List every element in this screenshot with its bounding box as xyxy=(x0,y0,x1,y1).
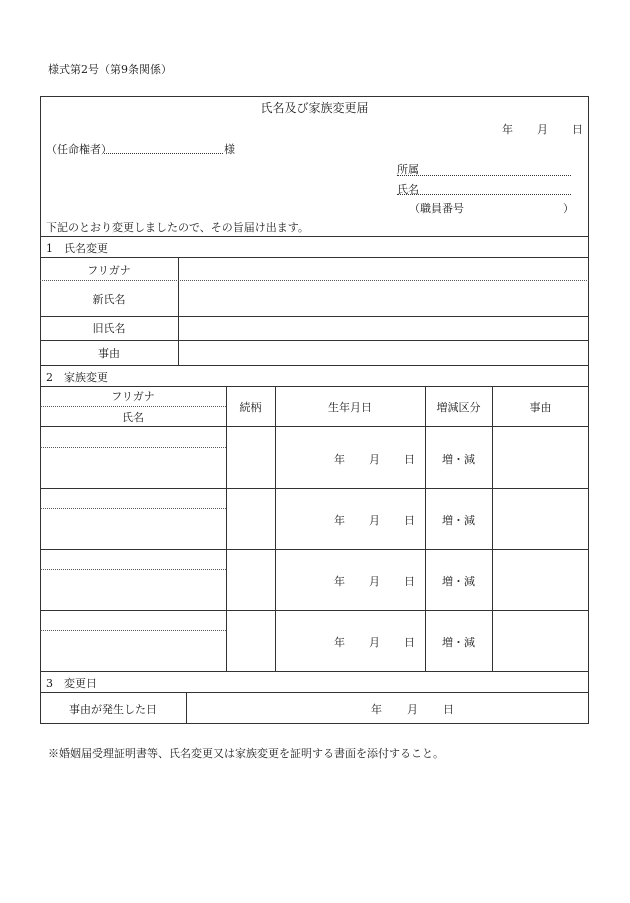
s2-col-divider xyxy=(275,386,276,671)
dotted-divider xyxy=(40,406,226,407)
occurrence-year: 年 xyxy=(371,703,382,716)
divider xyxy=(40,549,589,550)
occurrence-day: 日 xyxy=(443,703,454,716)
s2-col-relationship: 続柄 xyxy=(239,401,262,414)
table-row-year: 年 xyxy=(334,453,345,466)
section2-heading: 2 家族変更 xyxy=(46,371,108,384)
s2-col-change-type: 増減区分 xyxy=(436,401,481,414)
divider xyxy=(40,692,589,693)
occurrence-date-label: 事由が発生した日 xyxy=(69,703,157,716)
table-row-change[interactable]: 増・減 xyxy=(442,453,475,466)
table-row-day: 日 xyxy=(404,514,415,527)
table-row-year: 年 xyxy=(334,514,345,527)
divider xyxy=(40,610,589,611)
table-row-month: 月 xyxy=(369,453,380,466)
s1-new-name-field[interactable] xyxy=(179,281,588,316)
table-row-month: 月 xyxy=(369,575,380,588)
table-row-day: 日 xyxy=(404,575,415,588)
statement: 下記のとおり変更しましたので、その旨届け出ます。 xyxy=(46,221,309,234)
s1-old-name-field[interactable] xyxy=(179,317,588,340)
dotted-divider xyxy=(40,508,226,509)
s1-new-name-label: 新氏名 xyxy=(92,293,126,306)
applicant-name-field[interactable] xyxy=(397,194,571,195)
table-row-year: 年 xyxy=(334,636,345,649)
section3-column-divider xyxy=(186,692,187,724)
s2-col-divider xyxy=(492,386,493,671)
s2-col-furigana: フリガナ xyxy=(111,390,155,403)
footnote: ※婚姻届受理証明書等、氏名変更又は家族変更を証明する書面を添付すること。 xyxy=(48,747,444,760)
s1-reason-label: 事由 xyxy=(98,347,120,360)
s1-furigana-label: フリガナ xyxy=(87,264,131,277)
dotted-divider xyxy=(40,447,226,448)
table-row-month: 月 xyxy=(369,636,380,649)
divider xyxy=(40,488,589,489)
divider xyxy=(40,426,589,427)
honorific: 様 xyxy=(224,143,235,156)
divider xyxy=(40,365,589,366)
s2-col-divider xyxy=(226,386,227,671)
table-row-year: 年 xyxy=(334,575,345,588)
header-date-year: 年 xyxy=(502,123,513,136)
s1-reason-field[interactable] xyxy=(179,341,588,365)
s1-old-name-label: 旧氏名 xyxy=(92,322,126,335)
section3-heading: 3 変更日 xyxy=(46,677,97,690)
table-row-day: 日 xyxy=(404,636,415,649)
table-row-change[interactable]: 増・減 xyxy=(442,575,475,588)
form-title: 氏名及び家族変更届 xyxy=(260,101,369,115)
table-row-change[interactable]: 増・減 xyxy=(442,636,475,649)
divider xyxy=(40,236,589,237)
applicant-name-label: 氏名 xyxy=(397,183,419,196)
table-row-day: 日 xyxy=(404,453,415,466)
s2-col-reason: 事由 xyxy=(529,401,552,414)
header-date-day: 日 xyxy=(572,123,583,136)
staff-number-close: ） xyxy=(563,202,574,215)
header-date-month: 月 xyxy=(537,123,548,136)
table-row-month: 月 xyxy=(369,514,380,527)
addressee-field[interactable] xyxy=(104,153,223,154)
addressee-label: （任命権者） xyxy=(46,143,112,156)
section1-heading: 1 氏名変更 xyxy=(46,242,108,255)
s2-col-name: 氏名 xyxy=(122,411,144,424)
occurrence-month: 月 xyxy=(407,703,418,716)
s1-furigana-field[interactable] xyxy=(179,258,588,280)
s2-col-birthdate: 生年月日 xyxy=(328,401,372,414)
form-label: 様式第2号（第9条関係） xyxy=(48,63,172,76)
divider xyxy=(40,671,589,672)
s2-col-divider xyxy=(425,386,426,671)
dotted-divider xyxy=(40,569,226,570)
staff-number-label: （職員番号 xyxy=(409,202,464,215)
dotted-divider xyxy=(40,630,226,631)
affiliation-field[interactable] xyxy=(397,175,571,176)
table-row-change[interactable]: 増・減 xyxy=(442,514,475,527)
affiliation-label: 所属 xyxy=(397,163,419,176)
divider xyxy=(40,386,589,387)
